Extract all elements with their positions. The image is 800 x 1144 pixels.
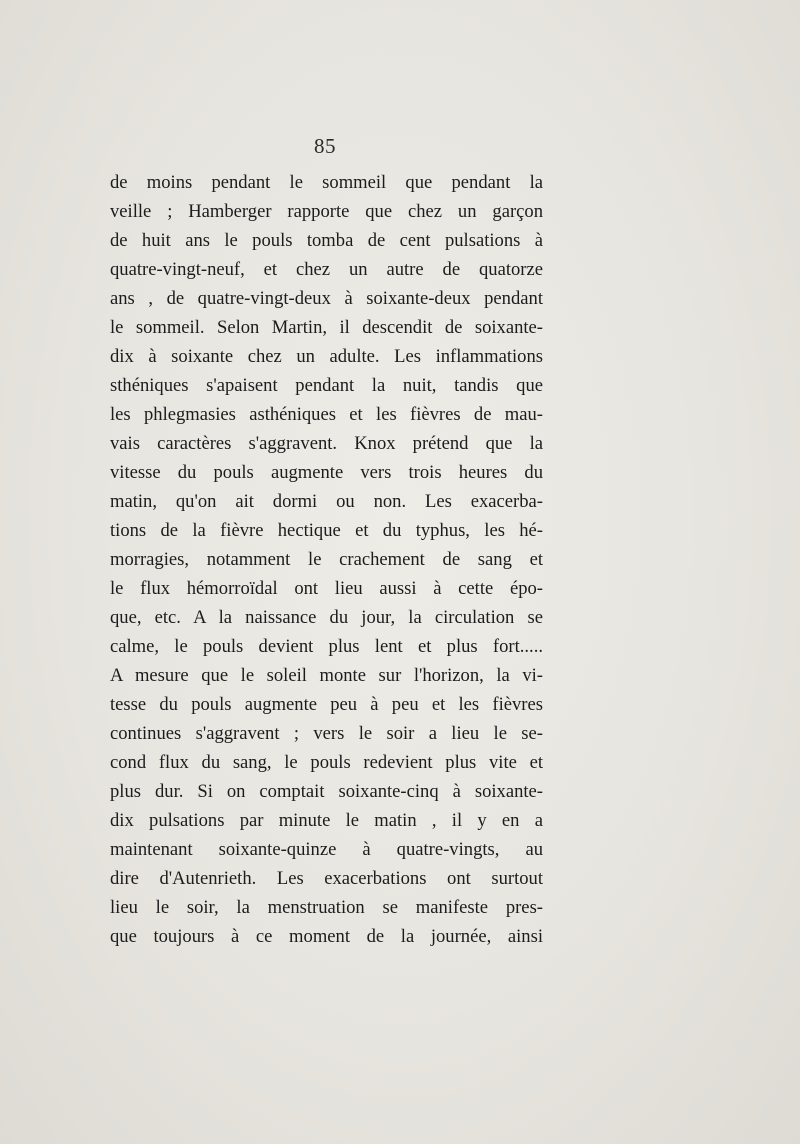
text-line: dix pulsations par minute le matin , il y en a [110,810,543,831]
text-line: sthéniques s'apaisent pendant la nuit, tandis que [110,375,543,396]
text-line: quatre-vingt-neuf, et chez un autre de quatorze [110,259,543,280]
text-line: matin, qu'on ait dormi ou non. Les exacerba- [110,491,543,512]
text-line: veille ; Hamberger rapporte que chez un garçon [110,201,543,222]
body-text [110,168,543,951]
text-line: morragies, notamment le crachement de sang et [110,549,543,570]
text-line: cond flux du sang, le pouls redevient plus vite et [110,752,543,773]
text-line: maintenant soixante-quinze à quatre-vingts, au [110,839,543,860]
text-line: dire d'Autenrieth. Les exacerbations ont surtout [110,868,543,889]
text-line: les phlegmasies asthéniques et les fièvres de mau- [110,404,543,425]
text-line: lieu le soir, la menstruation se manifeste pres- [110,897,543,918]
text-line: tesse du pouls augmente peu à peu et les fièvres [110,694,543,715]
text-line: calme, le pouls devient plus lent et plus fort..... [110,636,543,657]
text-line: vitesse du pouls augmente vers trois heures du [110,462,543,483]
text-line: que, etc. A la naissance du jour, la circulation se [110,607,543,628]
text-line: que toujours à ce moment de la journée, ainsi [110,926,543,947]
text-line: tions de la fièvre hectique et du typhus, les hé- [110,520,543,541]
text-line: le flux hémorroïdal ont lieu aussi à cette épo- [110,578,543,599]
text-line: le sommeil. Selon Martin, il descendit de soixante- [110,317,543,338]
text-line: A mesure que le soleil monte sur l'horizon, la vi- [110,665,543,686]
text-line: de huit ans le pouls tomba de cent pulsations à [110,230,543,251]
text-line: plus dur. Si on comptait soixante-cinq à soixante- [110,781,543,802]
text-line: dix à soixante chez un adulte. Les inflammations [110,346,543,367]
text-line: ans , de quatre-vingt-deux à soixante-deux pendant [110,288,543,309]
page-number: 85 [314,134,336,158]
text-line: continues s'aggravent ; vers le soir a lieu le se- [110,723,543,744]
text-line: vais caractères s'aggravent. Knox prétend que la [110,433,543,454]
text-line: de moins pendant le sommeil que pendant la [110,172,543,193]
